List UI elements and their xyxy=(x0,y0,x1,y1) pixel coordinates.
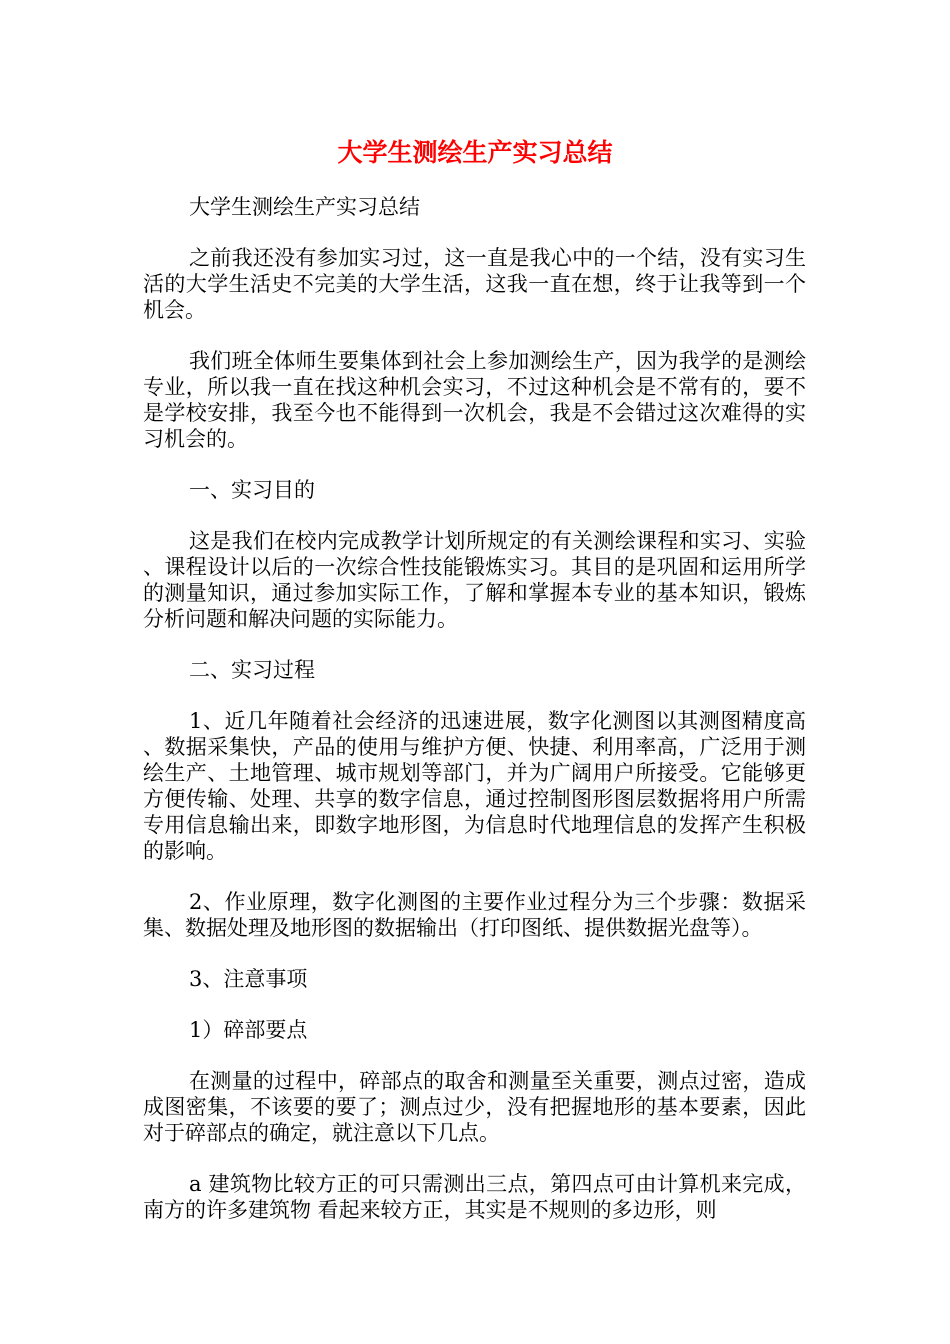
document-body xyxy=(143,194,806,1248)
paragraph-building-note: a 建筑物比较方正的可只需测出三点，第四点可由计算机来完成，南方的许多建筑物 看起来较方正，其实是不规则的多边形，则 xyxy=(143,1172,806,1222)
paragraph-detail-points: 在测量的过程中，碎部点的取舍和测量至关重要，测点过密，造成成图密集，不该要的要了；测点过少，没有把握地形的基本要素，因此对于碎部点的确定，就注意以下几点。 xyxy=(143,1069,806,1145)
section-heading-process: 二、实习过程 xyxy=(189,658,315,682)
paragraph-background: 我们班全体师生要集体到社会上参加测绘生产，因为我学的是测绘专业，所以我一直在找这种机会实习，不过这种机会是不常有的，要不是学校安排，我至今也不能得到一次机会，我是不会错过这次难得的实习机会的。 xyxy=(143,349,806,451)
subheading-detail-points: 1）碎部要点 xyxy=(189,1018,308,1042)
paragraph-intro: 之前我还没有参加实习过，这一直是我心中的一个结，没有实习生活的大学生活史不完美的大学生活，这我一直在想，终于让我等到一个机会。 xyxy=(143,246,806,322)
paragraph-process-1: 1、近几年随着社会经济的迅速进展，数字化测图以其测图精度高、数据采集快，产品的使用与维护方便、快捷、利用率高，广泛用于测绘生产、土地管理、城市规划等部门，并为广阔用户所接受。它能够更方便传输、处理、共享的数字信息，通过控制图形图层数据将用户所需专用信息输出来，即数字地形图，为信息时代地理信息的发挥产生积极的影响。 xyxy=(143,709,806,863)
paragraph-process-2: 2、作业原理，数字化测图的主要作业过程分为三个步骤：数据采集、数据处理及地形图的数据输出（打印图纸、提供数据光盘等）。 xyxy=(143,890,806,940)
subheading-notes: 3、注意事项 xyxy=(189,967,308,991)
section-heading-purpose: 一、实习目的 xyxy=(189,478,315,502)
paragraph-purpose: 这是我们在校内完成教学计划所规定的有关测绘课程和实习、实验、课程设计以后的一次综合性技能锻炼实习。其目的是巩固和运用所学的测量知识，通过参加实际工作，了解和掌握本专业的基本知识，锻炼分析问题和解决问题的实际能力。 xyxy=(143,529,806,631)
document-title: 大学生测绘生产实习总结 xyxy=(337,138,613,167)
paragraph-heading-repeat: 大学生测绘生产实习总结 xyxy=(189,195,420,219)
